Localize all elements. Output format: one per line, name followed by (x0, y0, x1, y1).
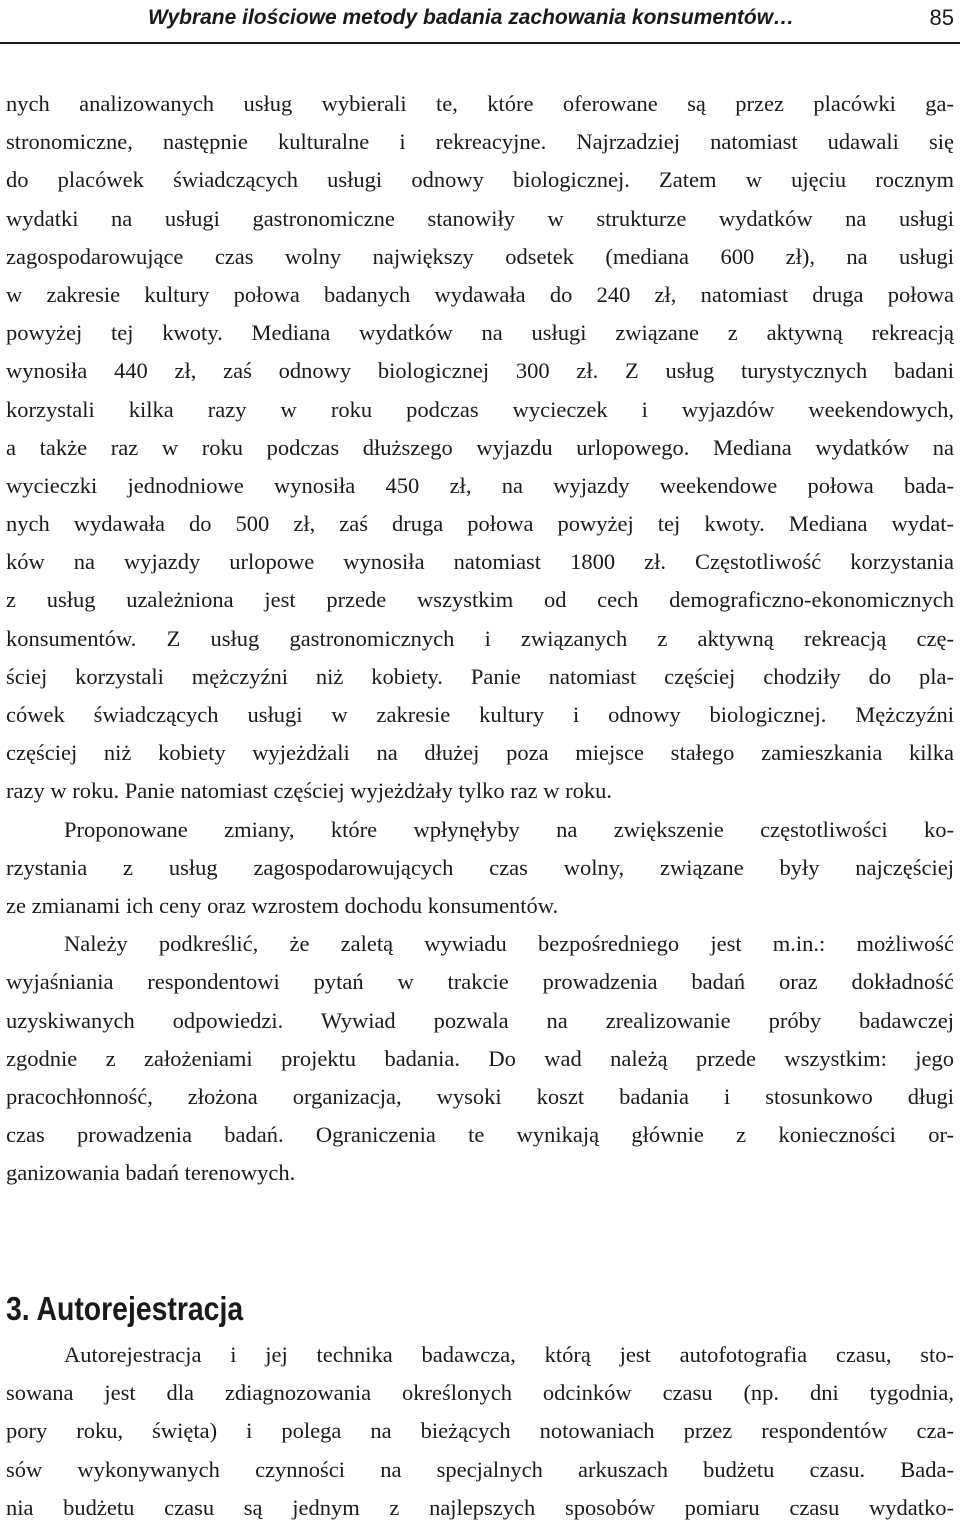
text-line: Należy podkreślić, że zaletą wywiadu bezpośredniego jest m.in.: możliwość (64, 931, 954, 957)
text-line: wycieczki jednodniowe wynosiła 450 zł, na wyjazdy weekendowe połowa bada- (6, 472, 954, 498)
paragraph (6, 811, 954, 926)
text-line: wynosiła 440 zł, zaś odnowy biologicznej 300 zł. Z usług turystycznych badani (6, 358, 954, 384)
body-text-after-section (6, 1336, 954, 1527)
running-title: Wybrane ilościowe metody badania zachowania konsumentów… (148, 6, 795, 29)
text-line: a także raz w roku podczas dłuższego wyjazdu urlopowego. Mediana wydatków na (6, 434, 954, 460)
text-line: w zakresie kultury połowa badanych wydawała do 240 zł, natomiast druga połowa (6, 281, 954, 307)
text-line: sów wykonywanych czynności na specjalnych arkuszach budżetu czasu. Bada- (6, 1456, 954, 1482)
text-line: pracochłonność, złożona organizacja, wysoki koszt badania i stosunkowo długi (6, 1083, 954, 1109)
text-line: nia budżetu czasu są jednym z najlepszych sposobów pomiaru czasu wydatko- (6, 1494, 954, 1520)
text-line: z usług uzależniona jest przede wszystkim od cech demograficzno-ekonomicznych (6, 587, 954, 613)
text-line: do placówek świadczących usługi odnowy biologicznej. Zatem w ujęciu rocznym (6, 167, 954, 193)
text-line: Autorejestracja i jej technika badawcza, którą jest autofotografia czasu, sto- (64, 1342, 954, 1367)
section-heading: 3. Autorejestracja (6, 1290, 244, 1328)
text-line: stronomiczne, następnie kulturalne i rekreacyjne. Najrzadziej natomiast udawali się (6, 129, 954, 155)
text-line: wyjaśniania respondentowi pytań w trakcie prowadzenia badań oraz dokładność (6, 969, 954, 995)
text-line: częściej niż kobiety wyjeżdżali na dłużej poza miejsce stałego zamieszkania kilka (6, 740, 954, 766)
text-line: zgodnie z założeniami projektu badania. Do wad należą przede wszystkim: jego (6, 1045, 954, 1071)
text-line: czas prowadzenia badań. Ograniczenia te wynikają głównie z konieczności or- (6, 1122, 954, 1148)
text-line: ganizowania badań terenowych. (6, 1160, 296, 1186)
text-line: nych analizowanych usług wybierali te, które oferowane są przez placówki ga- (6, 91, 954, 116)
paragraph (6, 925, 954, 1192)
text-line: uzyskiwanych odpowiedzi. Wywiad pozwala na zrealizowanie próby badawczej (6, 1007, 954, 1033)
text-line: wydatki na usługi gastronomiczne stanowiły w strukturze wydatków na usługi (6, 205, 954, 231)
text-line: ków na wyjazdy urlopowe wynosiła natomiast 1800 zł. Częstotliwość korzystania (6, 549, 954, 575)
text-line: powyżej tej kwoty. Mediana wydatków na usługi związane z aktywną rekreacją (6, 320, 954, 346)
body-text-before-section (6, 85, 954, 1192)
paragraph (6, 1336, 954, 1527)
text-line: ze zmianami ich ceny oraz wzrostem dochodu konsumentów. (6, 892, 559, 918)
text-line: konsumentów. Z usług gastronomicznych i związanych z aktywną rekreacją czę- (6, 625, 954, 651)
text-line: Proponowane zmiany, które wpłynęłyby na zwiększenie częstotliwości ko- (64, 816, 954, 842)
text-line: pory roku, święta) i polega na bieżących notowaniach przez respondentów cza- (6, 1418, 954, 1444)
text-line: sowana jest dla zdiagnozowania określonych odcinków czasu (np. dni tygodnia, (6, 1380, 954, 1406)
page-number: 85 (929, 5, 954, 30)
paragraph (6, 85, 954, 811)
text-line: zagospodarowujące czas wolny największy odsetek (mediana 600 zł), na usługi (6, 243, 954, 269)
text-line: razy w roku. Panie natomiast częściej wyjeżdżały tylko raz w roku. (6, 778, 613, 804)
text-line: korzystali kilka razy w roku podczas wycieczek i wyjazdów weekendowych, (6, 396, 954, 422)
text-line: ściej korzystali mężczyźni niż kobiety. Panie natomiast częściej chodziły do pla- (6, 663, 954, 689)
text-line: cówek świadczących usługi w zakresie kultury i odnowy biologicznej. Mężczyźni (6, 702, 954, 727)
text-line: rzystania z usług zagospodarowujących czas wolny, związane były najczęściej (6, 854, 954, 880)
text-line: nych wydawała do 500 zł, zaś druga połowa powyżej tej kwoty. Mediana wydat- (6, 511, 954, 537)
running-header (0, 0, 960, 44)
